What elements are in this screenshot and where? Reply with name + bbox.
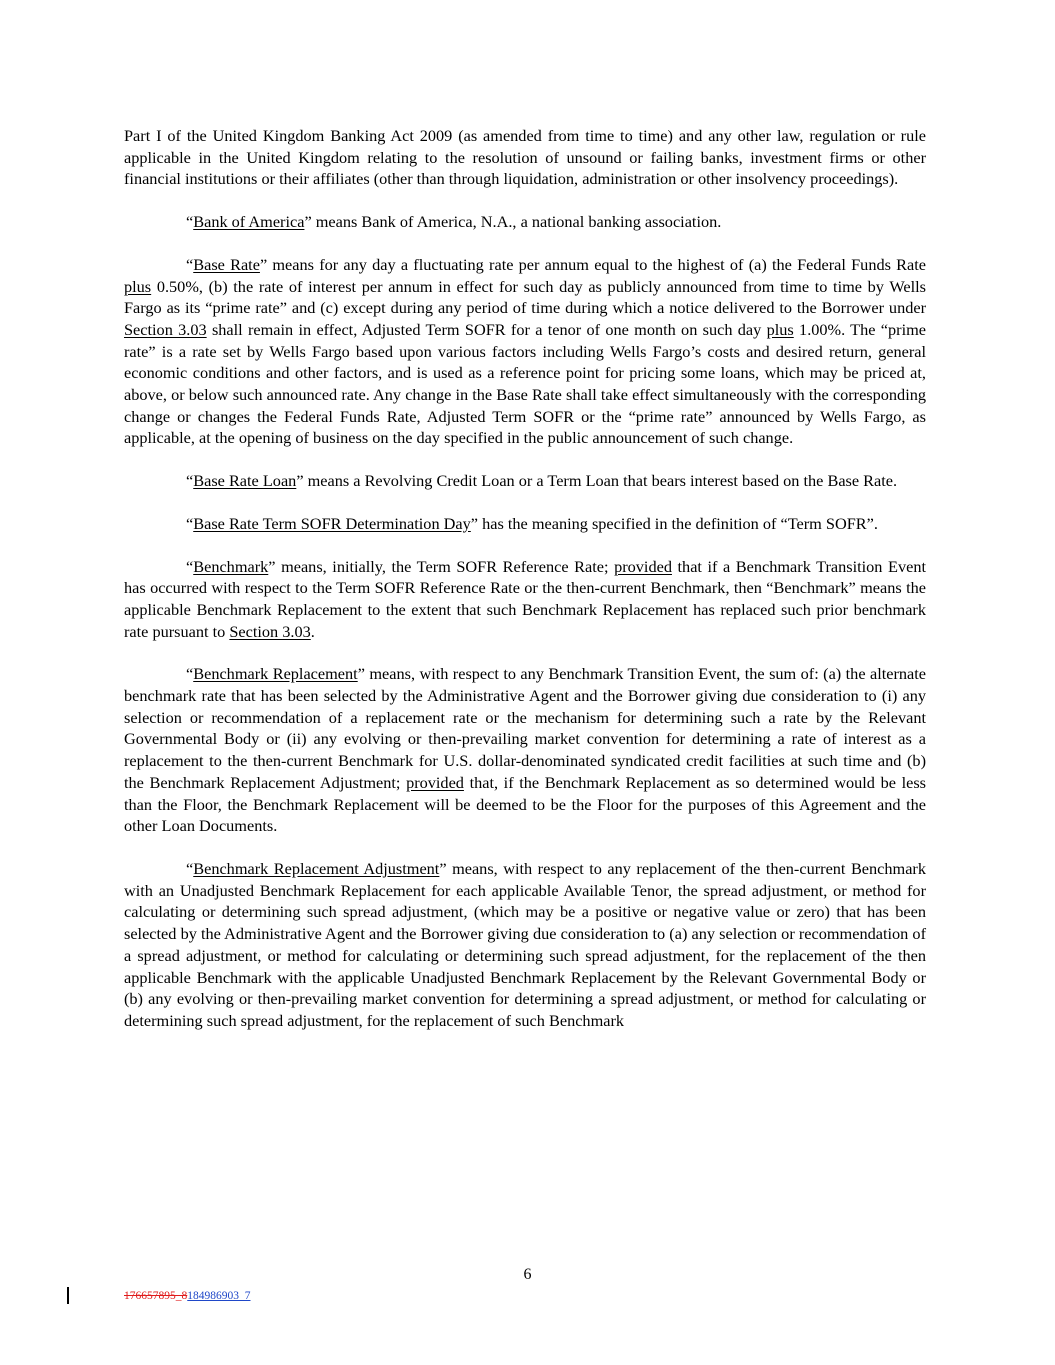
paragraph [124,556,926,643]
defined-term: Base Rate Term SOFR Determination Day [193,513,471,533]
change-bar [67,1287,69,1304]
paragraph-text: ” means for any day a fluctuating rate per annum equal to the highest of (a) the Federal Funds Rate [259,254,926,274]
paragraph [124,470,926,492]
paragraph-text: “ [186,254,194,274]
defined-term: provided [406,772,464,792]
paragraph-text: “ [186,212,194,232]
document-body [124,125,926,1053]
paragraph-text: “ [186,513,194,533]
paragraph [124,513,926,535]
defined-term: Base Rate Loan [193,471,297,491]
paragraph-text: 0.50%, (b) the rate of interest per annum in effect for such day as publicly announced from time to time by Wells Fargo as its “prime rate” and (c) except during any period of time during which a notice delivered to the Borrower under [124,276,926,318]
paragraph-text: ” means, with respect to any replacement of the then-current Benchmark with an Unadjusted Benchmark Replacement for each applicable Available Tenor, the spread adjustment, or method for calculating or determining such spread adjustment, (which may be a positive or negative value or zero) that has been selected by the Administrative Agent and the Borrower giving due consideration to (a) any selection or recommendation of a spread adjustment, or method for calculating or determining such spread adjustment, for the replacement of the then applicable Benchmark with the applicable Unadjusted Benchmark Replacement by the Relevant Governmental Body or (b) any evolving or then-prevailing market convention for determining a spread adjustment, or method for calculating or determining such spread adjustment, for the replacement of such Benchmark [124,858,926,1030]
paragraph-text: “ [186,471,194,491]
defined-term: plus [766,319,794,339]
paragraph-text: “ [186,556,194,576]
defined-term: Benchmark Replacement [193,664,358,684]
defined-term: Base Rate [193,254,260,274]
paragraph-text: shall remain in effect, Adjusted Term SOFR for a tenor of one month on such day [206,319,767,339]
defined-term: Benchmark Replacement Adjustment [193,858,440,878]
paragraph-text: that if a Benchmark Transition Event has occurred with respect to the Term SOFR Reference Rate or the then-current Benchmark, then “Benchmark” means the applicable Benchmark Replacement to the extent that such Benchmark Replacement has replaced such prior benchmark rate pursuant to [124,556,926,641]
defined-term: Bank of America [193,212,305,232]
document-id-inserted: 184986903_7 [187,1290,251,1302]
defined-term: plus [124,276,152,296]
document-id-deleted: 176657895_8 [124,1290,188,1302]
paragraph-text: “ [186,664,194,684]
paragraph-text: 1.00%. The “prime rate” is a rate set by Wells Fargo based upon various factors including Wells Fargo’s costs and desired return, general economic conditions and other factors, and is used as a reference point for pricing some loans, which may be priced at, above, or below such announced rate. Any change in the Base Rate shall take effect simultaneously with the corresponding change or changes the Federal Funds Rate, Adjusted Term SOFR or the “prime rate” announced by Wells Fargo, as applicable, at the opening of business on the day specified in the public announcement of such change. [124,319,926,448]
paragraph [124,211,926,233]
document-id [124,1289,251,1303]
paragraph [124,663,926,837]
paragraph-text: that, if the Benchmark Replacement as so determined would be less than the Floor, the Benchmark Replacement will be deemed to be the Floor for the purposes of this Agreement and the other Loan Documents. [124,772,927,836]
paragraph-text: “ [186,858,194,878]
paragraph [124,125,926,190]
paragraph-text: . [310,621,315,641]
defined-term: Section 3.03 [229,621,311,641]
paragraph-text: ” means a Revolving Credit Loan or a Term Loan that bears interest based on the Base Rate. [296,471,898,491]
paragraph-text: ” means, initially, the Term SOFR Reference Rate; [268,556,615,576]
paragraph-text: ” has the meaning specified in the definition of “Term SOFR”. [470,513,878,533]
paragraph [124,858,926,1032]
defined-term: Section 3.03 [124,319,207,339]
paragraph-text: ” means Bank of America, N.A., a national banking association. [304,212,722,232]
paragraph [124,254,926,449]
page-number: 6 [523,1266,532,1283]
paragraph-text: ” means, with respect to any Benchmark Transition Event, the sum of: (a) the alternate benchmark rate that has been selected by the Administrative Agent and the Borrower giving due consideration to (i) any selection or recommendation of a replacement rate or the mechanism for determining such a rate by the Relevant Governmental Body or (ii) any evolving or then-prevailing market convention for determining a rate of interest as a replacement to the then-current Benchmark for U.S. dollar-denominated syndicated credit facilities at such time and (b) the Benchmark Replacement Adjustment; [124,664,927,792]
defined-term: provided [614,556,672,576]
defined-term: Benchmark [193,556,269,576]
paragraph-text: Part I of the United Kingdom Banking Act 2009 (as amended from time to time) and any other law, regulation or rule applicable in the United Kingdom relating to the resolution of unsound or failing banks, investment firms or other financial institutions or their affiliates (other than through liquidation, administration or other insolvency proceedings). [124,126,926,189]
